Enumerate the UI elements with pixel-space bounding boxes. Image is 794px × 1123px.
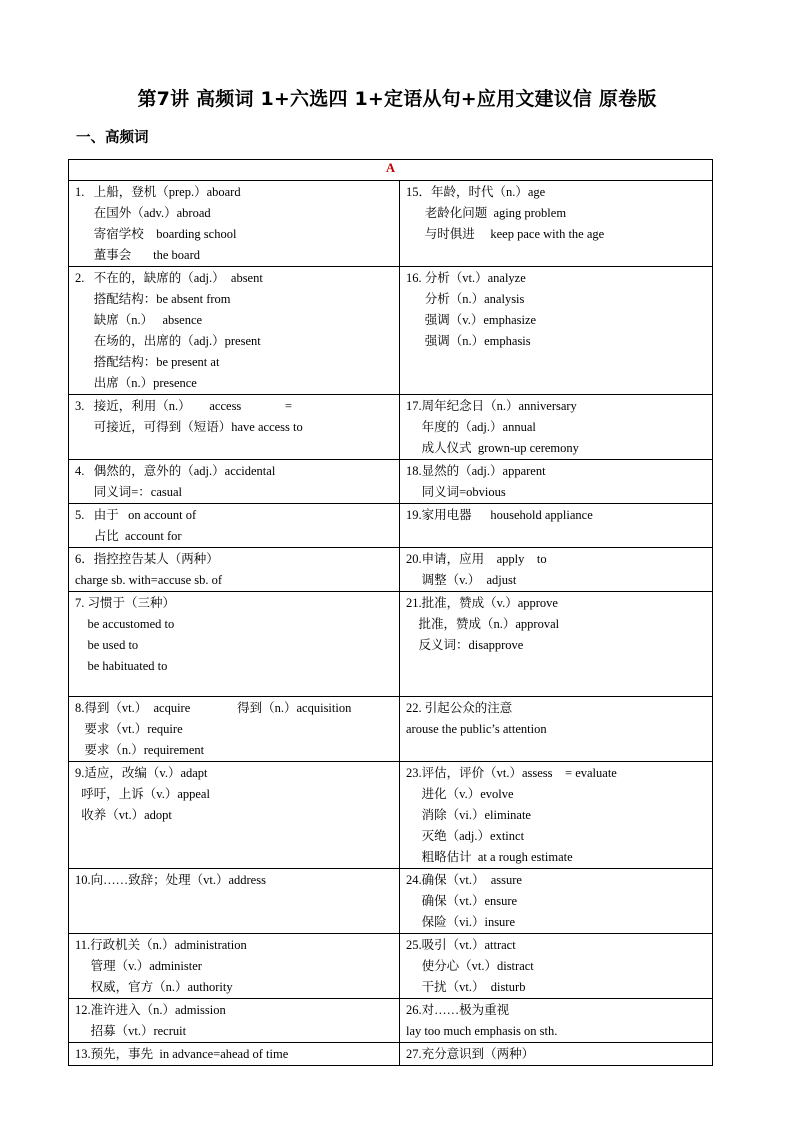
vocab-line: 干扰（vt.） disturb xyxy=(406,980,526,994)
vocab-line: be habituated to xyxy=(75,659,168,673)
vocab-cell-right xyxy=(400,267,713,395)
vocab-line: 招募（vt.）recruit xyxy=(75,1024,187,1038)
vocab-line: 17.周年纪念日（n.）anniversary xyxy=(406,399,577,413)
vocab-cell-left xyxy=(69,592,400,697)
vocab-line: 18.显然的（adj.）apparent xyxy=(406,464,546,478)
vocab-line: 成人仪式 grown-up ceremony xyxy=(406,441,579,455)
vocab-cell-right xyxy=(400,934,713,999)
vocab-line: 20.申请，应用 apply to xyxy=(406,552,547,566)
vocab-line: 年度的（adj.）annual xyxy=(406,420,536,434)
vocab-line: 保险（vi.）insure xyxy=(406,915,516,929)
vocab-line: 反义词：disapprove xyxy=(406,638,524,652)
vocab-line: 要求（vt.）require xyxy=(75,722,183,736)
vocab-line: 22. 引起公众的注意 xyxy=(406,701,513,715)
vocab-line: 寄宿学校 boarding school xyxy=(75,227,237,241)
vocab-line: charge sb. with=accuse sb. of xyxy=(75,573,223,587)
table-row xyxy=(69,934,713,999)
vocab-cell-left xyxy=(69,548,400,592)
vocab-line: 权威，官方（n.）authority xyxy=(75,980,233,994)
vocab-cell-right xyxy=(400,762,713,869)
vocab-line: 同义词=：casual xyxy=(75,485,183,499)
table-row xyxy=(69,504,713,548)
table-row xyxy=(69,395,713,460)
vocab-line: 同义词=obvious xyxy=(406,485,506,499)
vocab-cell-right xyxy=(400,697,713,762)
table-row xyxy=(69,460,713,504)
vocab-line: 收养（vt.）adopt xyxy=(75,808,172,822)
vocab-line: 在场的，出席的（adj.）present xyxy=(75,334,261,348)
vocab-cell-left xyxy=(69,460,400,504)
vocab-cell-left xyxy=(69,697,400,762)
vocab-line: 2. 不在的，缺席的（adj.） absent xyxy=(75,271,263,285)
vocab-line: 9.适应，改编（v.）adapt xyxy=(75,766,208,780)
vocab-line: 管理（v.）administer xyxy=(75,959,202,973)
vocab-cell-left xyxy=(69,999,400,1043)
vocab-line: 搭配结构：be absent from xyxy=(75,292,231,306)
vocab-cell-right xyxy=(400,548,713,592)
vocab-line: 与时俱进 keep pace with the age xyxy=(406,227,605,241)
vocab-cell-right xyxy=(400,999,713,1043)
vocabulary-table xyxy=(68,159,713,1066)
vocab-cell-left xyxy=(69,1043,400,1066)
vocab-line: 5. 由于 on account of xyxy=(75,508,197,522)
vocab-cell-left xyxy=(69,504,400,548)
vocab-line: 粗略估计 at a rough estimate xyxy=(406,850,573,864)
vocab-line: 23.评估，评价（vt.）assess = evaluate xyxy=(406,766,617,780)
table-row xyxy=(69,592,713,697)
table-row xyxy=(69,181,713,267)
vocab-line: 在国外（adv.）abroad xyxy=(75,206,211,220)
vocab-line: lay too much emphasis on sth. xyxy=(406,1024,558,1038)
vocab-line: be used to xyxy=(75,638,139,652)
vocab-line: 老龄化问题 aging problem xyxy=(406,206,567,220)
vocab-cell-left xyxy=(69,869,400,934)
vocab-line: 可接近，可得到（短语）have access to xyxy=(75,420,303,434)
vocab-line: 强调（n.）emphasis xyxy=(406,334,531,348)
vocab-line: 4. 偶然的，意外的（adj.）accidental xyxy=(75,464,276,478)
vocab-line: 灭绝（adj.）extinct xyxy=(406,829,525,843)
table-row xyxy=(69,267,713,395)
table-row xyxy=(69,1043,713,1066)
vocab-line: 12.准许进入（n.）admission xyxy=(75,1003,226,1017)
vocab-line: be accustomed to xyxy=(75,617,175,631)
section-heading: 一、高频词 xyxy=(76,130,149,146)
vocab-line: 出席（n.）presence xyxy=(75,376,197,390)
vocab-line: 13.预先，事先 in advance=ahead of time xyxy=(75,1047,289,1061)
vocab-line: 6．指控控告某人（两种） xyxy=(75,552,219,566)
vocab-line: 消除（vi.）eliminate xyxy=(406,808,531,822)
vocab-line: 进化（v.）evolve xyxy=(406,787,514,801)
vocab-cell-left xyxy=(69,762,400,869)
vocab-line: 21.批准，赞成（v.）approve xyxy=(406,596,558,610)
vocab-line: 使分心（vt.）distract xyxy=(406,959,534,973)
vocab-line: 分析（n.）analysis xyxy=(406,292,525,306)
vocab-line: 批准，赞成（n.）approval xyxy=(406,617,560,631)
vocab-line: 1. 上船，登机（prep.）aboard xyxy=(75,185,241,199)
vocab-line: 10.向……致辞；处理（vt.）address xyxy=(75,873,266,887)
vocab-cell-right xyxy=(400,504,713,548)
document-title: 第7讲 高频词 1+六选四 1+定语从句+应用文建议信 原卷版 xyxy=(137,88,657,110)
vocab-line: 董事会 the board xyxy=(75,248,200,262)
vocab-line: 27.充分意识到（两种） xyxy=(406,1047,535,1061)
vocab-cell-right xyxy=(400,1043,713,1066)
vocab-cell-right xyxy=(400,181,713,267)
vocab-line: 7. 习惯于（三种） xyxy=(75,596,176,610)
vocab-line: 15．年龄，时代（n.）age xyxy=(406,185,546,199)
vocab-line: 呼吁，上诉（v.）appeal xyxy=(75,787,210,801)
vocab-line: 25.吸引（vt.）attract xyxy=(406,938,516,952)
vocab-cell-right xyxy=(400,869,713,934)
table-header-row xyxy=(69,160,713,181)
table-row xyxy=(69,548,713,592)
table-row xyxy=(69,762,713,869)
vocab-cell-left xyxy=(69,395,400,460)
table-row xyxy=(69,697,713,762)
vocab-line: 确保（vt.）ensure xyxy=(406,894,518,908)
vocab-line: 搭配结构：be present at xyxy=(75,355,220,369)
vocab-line: 3. 接近，利用（n.） access = xyxy=(75,399,293,413)
vocab-line: 8.得到（vt.） acquire 得到（n.）acquisition xyxy=(75,701,352,715)
vocab-cell-left xyxy=(69,181,400,267)
vocab-cell-left xyxy=(69,934,400,999)
vocab-cell-left xyxy=(69,267,400,395)
vocab-line: 调整（v.） adjust xyxy=(406,573,517,587)
table-row xyxy=(69,999,713,1043)
vocab-line: 占比 account for xyxy=(75,529,182,543)
vocab-line: 16. 分析（vt.）analyze xyxy=(406,271,526,285)
vocab-line: 强调（v.）emphasize xyxy=(406,313,537,327)
vocab-cell-right xyxy=(400,592,713,697)
vocab-line: 26.对……极为重视 xyxy=(406,1003,510,1017)
vocab-cell-right xyxy=(400,460,713,504)
vocab-cell-right xyxy=(400,395,713,460)
vocab-line: 24.确保（vt.） assure xyxy=(406,873,522,887)
vocab-line: 11.行政机关（n.）administration xyxy=(75,938,247,952)
vocab-line: 缺席（n.） absence xyxy=(75,313,203,327)
table-row xyxy=(69,869,713,934)
vocab-line: 要求（n.）requirement xyxy=(75,743,205,757)
table-header-cell: A xyxy=(69,160,713,181)
vocab-line: arouse the public’s attention xyxy=(406,722,547,736)
vocab-line: 19.家用电器 household appliance xyxy=(406,508,593,522)
